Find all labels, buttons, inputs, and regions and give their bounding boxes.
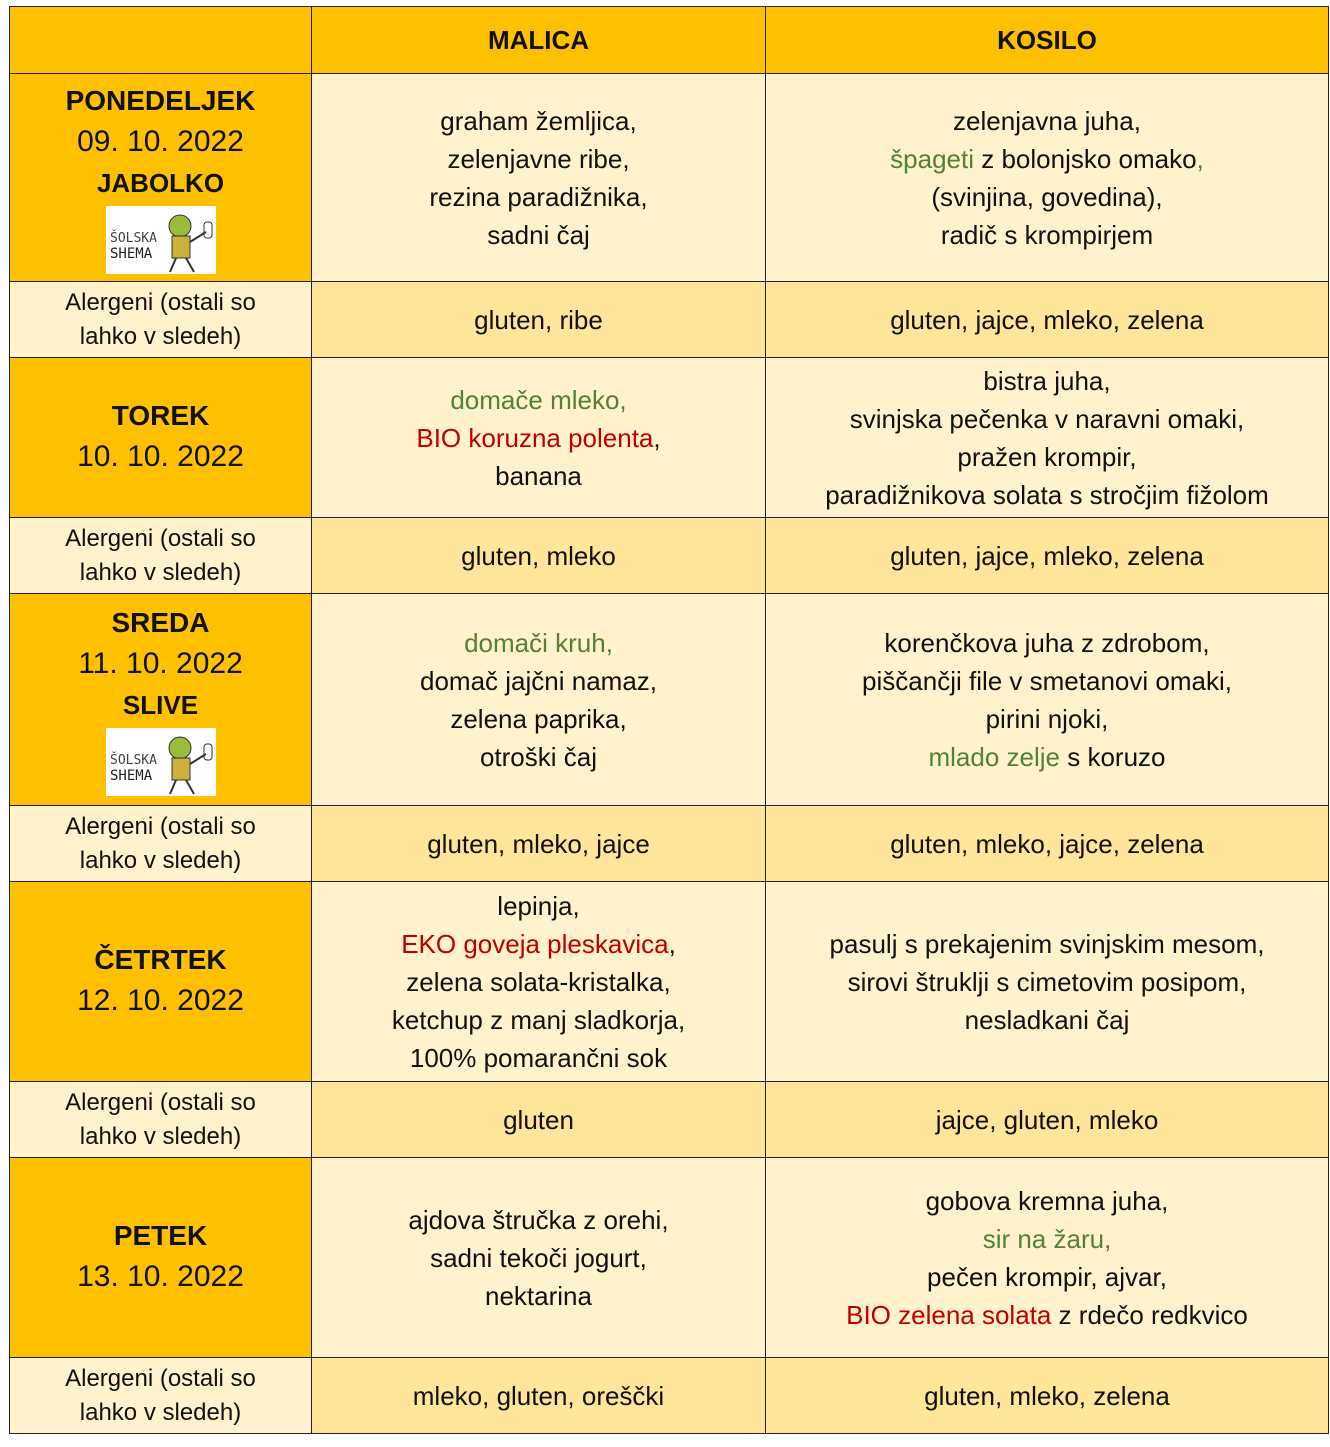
menu-line: rezina paradižnika,	[429, 181, 648, 212]
menu-line: ajdova štručka z orehi,	[408, 1204, 669, 1235]
malica-cell	[312, 358, 766, 518]
day-cell	[10, 74, 312, 282]
menu-line: domači kruh,	[464, 627, 613, 658]
menu-line: svinjska pečenka v naravni omaki,	[849, 403, 1245, 434]
kosilo-cell	[766, 74, 1329, 282]
menu-line: paradižnikova solata s stročjim fižolom	[825, 479, 1269, 510]
day-cell	[10, 1158, 312, 1358]
menu-line: zelena paprika,	[450, 703, 627, 734]
menu-line: pečen krompir, ajvar,	[927, 1261, 1167, 1292]
menu-line: nektarina	[485, 1280, 592, 1311]
menu-line: otroški čaj	[479, 741, 598, 772]
day-date: 12. 10. 2022	[77, 983, 244, 1017]
menu-line: mlado zelje s koruzo	[928, 741, 1166, 772]
menu-line: bistra juha,	[983, 365, 1111, 396]
header-malica: MALICA	[312, 7, 766, 74]
kosilo-allergens: gluten, mleko, jajce, zelena	[766, 806, 1329, 882]
svg-text:SHEMA: SHEMA	[109, 245, 152, 262]
solska-shema-logo-icon	[106, 206, 216, 274]
day-row-friday	[10, 1158, 1329, 1358]
malica-cell	[312, 882, 766, 1082]
menu-line: pasulj s prekajenim svinjskim mesom,	[829, 928, 1265, 959]
menu-line: korenčkova juha z zdrobom,	[884, 627, 1210, 658]
allergen-label: Alergeni (ostali so lahko v sledeh)	[10, 518, 312, 594]
menu-line: banana	[495, 460, 582, 491]
menu-line: zelena solata-kristalka,	[406, 966, 671, 997]
day-date: 09. 10. 2022	[77, 124, 244, 158]
day-date: 10. 10. 2022	[77, 439, 244, 473]
day-name: SREDA	[111, 606, 210, 638]
menu-line: pirini njoki,	[985, 703, 1109, 734]
menu-line: špageti z bolonjsko omako,	[890, 143, 1204, 174]
menu-line: sadni tekoči jogurt,	[430, 1242, 647, 1273]
menu-line: (svinjina, govedina),	[931, 181, 1163, 212]
malica-allergens: gluten, mleko, jajce	[312, 806, 766, 882]
menu-line: 100% pomarančni sok	[409, 1042, 668, 1073]
kosilo-allergens: gluten, jajce, mleko, zelena	[766, 282, 1329, 358]
svg-text:ŠOLSKA: ŠOLSKA	[109, 230, 157, 246]
menu-line: pražen krompir,	[957, 441, 1137, 472]
allergen-row	[10, 1082, 1329, 1158]
malica-cell	[312, 1158, 766, 1358]
svg-text:ŠOLSKA: ŠOLSKA	[109, 752, 157, 768]
header-kosilo: KOSILO	[766, 7, 1329, 74]
weekly-menu-table	[9, 6, 1329, 1434]
menu-line: nesladkani čaj	[964, 1004, 1130, 1035]
menu-line: radič s krompirjem	[940, 219, 1154, 250]
menu-line: sadni čaj	[487, 219, 590, 250]
day-row-tuesday	[10, 358, 1329, 518]
kosilo-cell	[766, 358, 1329, 518]
menu-line: sir na žaru,	[982, 1223, 1112, 1254]
malica-allergens: mleko, gluten, oreščki	[312, 1358, 766, 1434]
kosilo-cell	[766, 594, 1329, 806]
allergen-label: Alergeni (ostali so lahko v sledeh)	[10, 806, 312, 882]
kosilo-cell	[766, 1158, 1329, 1358]
menu-line: graham žemljica,	[440, 105, 637, 136]
day-name: ČETRTEK	[94, 943, 227, 975]
day-cell	[10, 358, 312, 518]
kosilo-cell	[766, 882, 1329, 1082]
day-row-monday	[10, 74, 1329, 282]
fruit-label: JABOLKO	[96, 167, 225, 198]
fruit-label: SLIVE	[122, 689, 199, 720]
menu-line: domače mleko,	[450, 384, 627, 415]
menu-line: gobova kremna juha,	[925, 1185, 1169, 1216]
malica-cell	[312, 74, 766, 282]
allergen-row	[10, 518, 1329, 594]
malica-cell	[312, 594, 766, 806]
allergen-row	[10, 1358, 1329, 1434]
kosilo-allergens: gluten, jajce, mleko, zelena	[766, 518, 1329, 594]
day-name: TOREK	[111, 399, 210, 431]
malica-allergens: gluten	[312, 1082, 766, 1158]
header-empty-cell	[10, 7, 312, 74]
day-row-thursday	[10, 882, 1329, 1082]
day-name: PONEDELJEK	[65, 84, 256, 116]
solska-shema-logo-icon	[106, 728, 216, 796]
allergen-label: Alergeni (ostali so lahko v sledeh)	[10, 282, 312, 358]
allergen-label: Alergeni (ostali so lahko v sledeh)	[10, 1358, 312, 1434]
malica-allergens: gluten, mleko	[312, 518, 766, 594]
day-name: PETEK	[113, 1219, 208, 1251]
svg-text:SHEMA: SHEMA	[109, 767, 152, 784]
menu-line: domač jajčni namaz,	[420, 665, 657, 696]
day-date: 13. 10. 2022	[77, 1259, 244, 1293]
menu-line: lepinja,	[497, 890, 580, 921]
menu-line: ketchup z manj sladkorja,	[391, 1004, 686, 1035]
kosilo-allergens: jajce, gluten, mleko	[766, 1082, 1329, 1158]
day-cell	[10, 594, 312, 806]
day-cell	[10, 882, 312, 1082]
menu-line: sirovi štruklji s cimetovim posipom,	[847, 966, 1247, 997]
menu-line: piščančji file v smetanovi omaki,	[862, 665, 1232, 696]
kosilo-allergens: gluten, mleko, zelena	[766, 1358, 1329, 1434]
menu-line: zelenjavna juha,	[953, 105, 1141, 136]
allergen-label: Alergeni (ostali so lahko v sledeh)	[10, 1082, 312, 1158]
menu-line: EKO goveja pleskavica,	[401, 928, 676, 959]
allergen-row	[10, 806, 1329, 882]
header-row	[10, 7, 1329, 74]
allergen-row	[10, 282, 1329, 358]
menu-line: BIO koruzna polenta,	[416, 422, 661, 453]
day-row-wednesday	[10, 594, 1329, 806]
menu-line: zelenjavne ribe,	[447, 143, 630, 174]
malica-allergens: gluten, ribe	[312, 282, 766, 358]
day-date: 11. 10. 2022	[78, 646, 243, 680]
menu-line: BIO zelena solata z rdečo redkvico	[846, 1299, 1248, 1330]
